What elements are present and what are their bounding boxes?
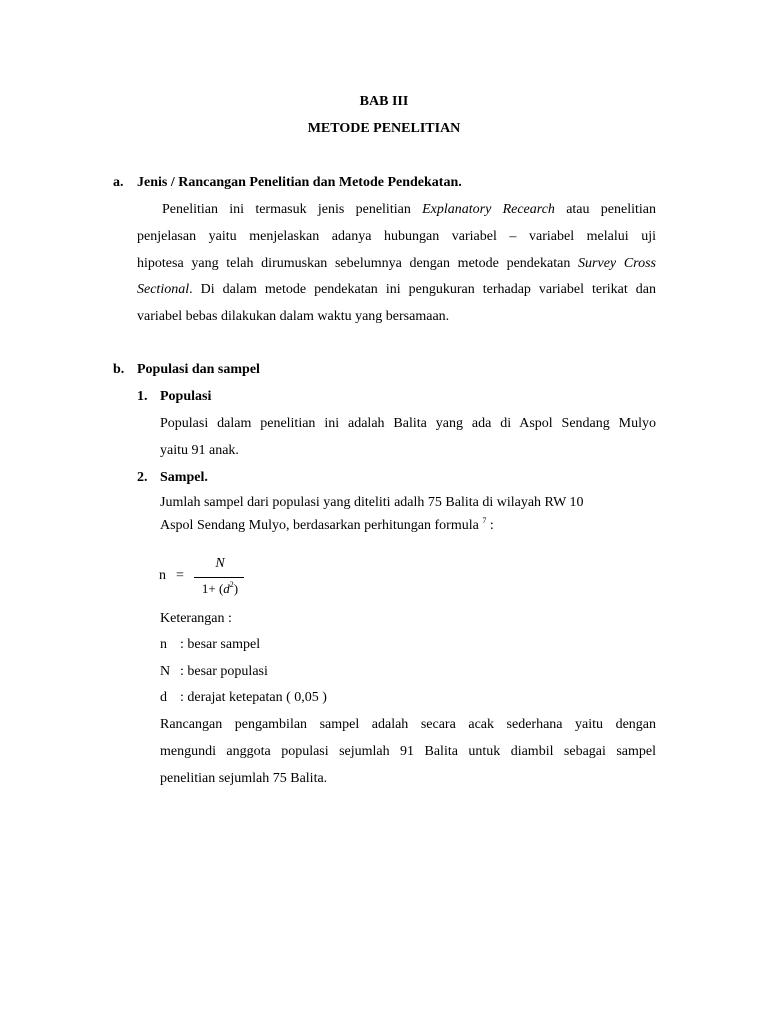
keterangan-sym-N: N <box>160 664 171 679</box>
keterangan-sym-d: d <box>160 690 167 705</box>
sub1-line-2: yaitu 91 anak. <box>160 443 239 458</box>
keterangan-desc-d: : derajat ketepatan ( 0,05 ) <box>180 690 327 705</box>
closing-line-3: penelitian sejumlah 75 Balita. <box>160 771 328 786</box>
section-a-line-4-italic: Sectional <box>137 282 190 297</box>
closing-line-1-text: Rancangan pengambilan sampel adalah secara acak sederhana yaitu dengan <box>160 717 656 732</box>
sub2-marker: 2. <box>137 470 148 485</box>
formula-lhs: n <box>159 568 166 583</box>
sub1-line-1 <box>160 416 656 432</box>
section-a-title: Jenis / Rancangan Penelitian dan Metode Pendekatan. <box>137 175 462 190</box>
section-a-line-1-text: Penelitian ini termasuk jenis penelitian <box>162 202 423 217</box>
section-a-line-2 <box>137 229 656 245</box>
keterangan-desc-n: : besar sampel <box>180 637 261 652</box>
formula-equals: = <box>176 568 184 583</box>
sub2-title: Sampel. <box>160 470 208 485</box>
section-a-line-5-text: variabel bebas dilakukan dalam waktu yang bersamaan. <box>137 309 450 324</box>
keterangan-title: Keterangan : <box>160 611 232 626</box>
closing-line-1 <box>160 717 656 733</box>
formula-numerator: N <box>215 556 225 571</box>
sub2-line-1: Jumlah sampel dari populasi yang diteliti adalh 75 Balita di wilayah RW 10 <box>160 495 584 510</box>
keterangan-desc-N: : besar populasi <box>180 664 268 679</box>
sub1-marker: 1. <box>137 389 148 404</box>
denominator-pre: 1+ ( <box>201 581 224 596</box>
sub1-line-1-text: Populasi dalam penelitian ini adalah Balita yang ada di Aspol Sendang Mulyo <box>160 416 656 431</box>
section-b-marker: b. <box>113 362 125 377</box>
sub2-line-2 <box>160 513 494 534</box>
sub2-line-2-post: : <box>486 518 494 533</box>
section-a-line-1 <box>162 202 656 218</box>
section-a-line-4 <box>137 282 656 298</box>
denominator-var: d <box>223 581 230 596</box>
keterangan-sym-n: n <box>160 637 167 652</box>
closing-line-2 <box>160 744 656 760</box>
section-b-title: Populasi dan sampel <box>137 362 260 377</box>
section-a-line-4-text: . Di dalam metode pendekatan ini pengukuran terhadap variabel terikat dan <box>189 282 656 297</box>
section-a-line-2-text: penjelasan yaitu menjelaskan adanya hubungan variabel – variabel melalui uji <box>137 229 656 244</box>
section-a-line-3-italic: Survey Cross <box>578 256 656 271</box>
section-a-line-1-post: atau penelitian <box>554 202 656 217</box>
chapter-heading: BAB III <box>359 94 409 109</box>
fraction-bar <box>194 577 244 578</box>
footnote-ref: 7 <box>482 516 487 525</box>
denominator-exponent: 2 <box>229 580 234 589</box>
sub1-title: Populasi <box>160 389 212 404</box>
section-a-line-3 <box>137 256 656 272</box>
sub2-line-2-text: Aspol Sendang Mulyo, berdasarkan perhitungan formula <box>160 518 483 533</box>
chapter-title: METODE PENELITIAN <box>307 121 461 136</box>
section-a-line-3-text: hipotesa yang telah dirumuskan sebelumnya dengan metode pendekatan <box>137 256 579 271</box>
denominator-post: ) <box>233 581 239 596</box>
section-a-marker: a. <box>113 175 124 190</box>
section-a-line-1-italic: Explanatory Recearch <box>422 202 555 217</box>
section-a-line-5 <box>137 309 449 325</box>
formula-denominator <box>194 580 246 597</box>
closing-line-2-text: mengundi anggota populasi sejumlah 91 Balita untuk diambil sebagai sampel <box>160 744 656 759</box>
